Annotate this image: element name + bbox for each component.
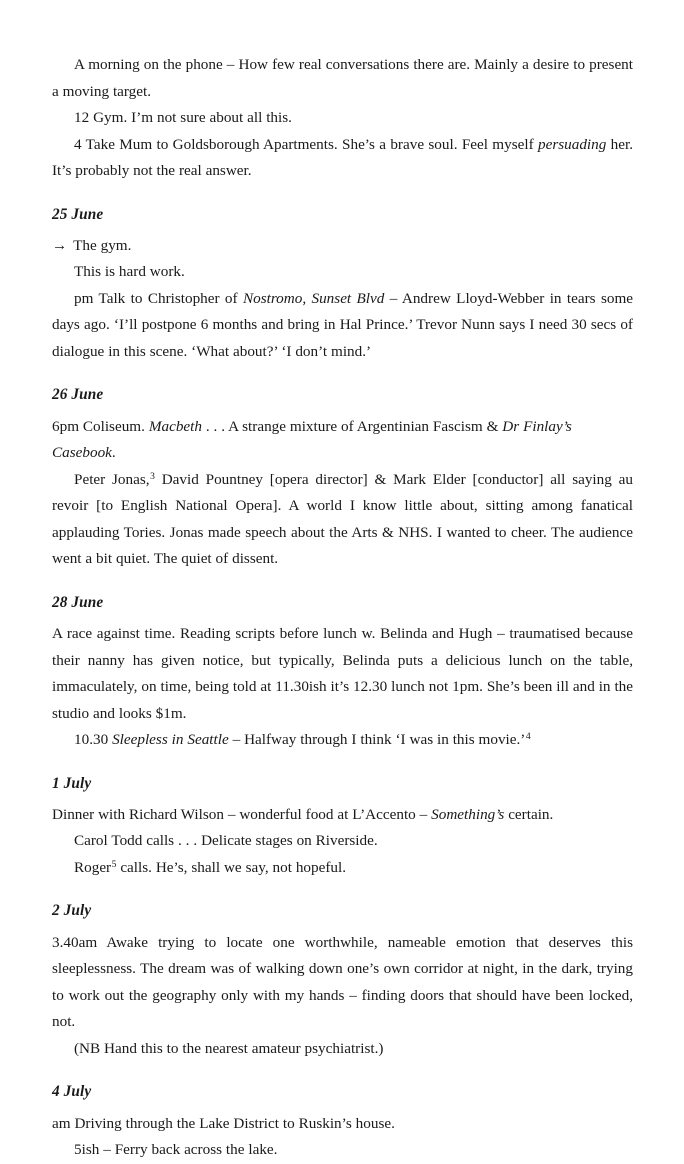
date-heading: 1 July <box>52 774 92 792</box>
text-run: 12 Gym. I’m not sure about all this. <box>74 109 292 126</box>
italic-title: Something’s <box>431 805 505 823</box>
section-spacer <box>52 573 633 594</box>
paragraph <box>52 621 633 727</box>
paragraph <box>52 1137 633 1164</box>
date-heading: 4 July <box>52 1083 92 1101</box>
text-run: 5ish – Ferry back across the lake. <box>74 1141 278 1159</box>
section-spacer <box>52 754 633 775</box>
section-spacer <box>52 365 633 386</box>
text-run: 10.30 <box>74 731 113 749</box>
text-run: . <box>111 444 116 462</box>
paragraph <box>52 828 633 855</box>
paragraph <box>52 105 633 132</box>
text-run: pm Talk to Christopher of <box>74 289 243 307</box>
text-run: . . . A strange mixture of Argentinian Fascism & <box>201 417 503 435</box>
date-heading: 25 June <box>52 205 104 223</box>
text-run: The gym. <box>73 236 132 254</box>
italic-title: persuading <box>537 135 607 153</box>
paragraph <box>52 467 633 573</box>
paragraph <box>52 414 633 467</box>
diary-entry <box>52 52 633 185</box>
paragraph <box>52 727 633 754</box>
section-spacer <box>52 881 633 902</box>
heading-spacer <box>52 224 633 233</box>
text-run: Peter Jonas, <box>74 470 150 488</box>
diary-entry <box>52 386 633 572</box>
italic-title: Macbeth <box>148 417 202 435</box>
diary-entry <box>52 594 633 754</box>
italic-title: Dr Finlay’s Casebook <box>52 417 572 462</box>
text-run: Carol Todd calls . . . Delicate stages on Riverside. <box>74 832 378 850</box>
text-run: 4 Take Mum to Goldsborough Apartments. She’s a brave soul. Feel myself <box>74 135 538 153</box>
footnote-marker[interactable]: 4 <box>525 731 531 743</box>
diary-entry <box>52 206 633 366</box>
heading-spacer <box>52 793 633 802</box>
text-run: A race against time. Reading scripts before lunch w. Belinda and Hugh – traumatised because their nanny has given notice, but typically, Belinda puts a delicious lunch on the table, immaculately, on time, being told at 11.30ish it’s 12.30 lunch not 1pm. She’s been ill and in the studio and looks $1m. <box>52 625 633 722</box>
section-spacer <box>52 185 633 206</box>
text-run: This is hard work. <box>74 263 185 281</box>
paragraph <box>52 259 633 286</box>
footnote-marker[interactable]: 5 <box>111 858 117 870</box>
text-run: 6pm Coliseum. <box>52 417 149 435</box>
text-run: 3.40am Awake trying to locate one worthwhile, nameable emotion that deserves this sleeplessness. The dream was of walking down one’s own corridor at night, in the dark, trying to work out the geography only with my hands – finding doors that should have been locked, not. <box>52 933 633 1031</box>
right-arrow-icon: → <box>52 236 72 254</box>
paragraph <box>52 930 633 1036</box>
heading-spacer <box>52 921 633 930</box>
paragraph <box>52 1036 633 1063</box>
text-run: certain. <box>504 805 554 823</box>
paragraph <box>52 286 633 366</box>
diary-entry <box>52 902 633 1062</box>
paragraph <box>52 52 633 105</box>
paragraph <box>52 855 633 882</box>
text-run: calls. He’s, shall we say, not hopeful. <box>116 858 347 876</box>
text-run: am Driving through the Lake District to Ruskin’s house. <box>52 1114 395 1132</box>
italic-title: Nostromo, Sunset Blvd <box>242 289 385 307</box>
text-run: – Andrew Lloyd-Webber in tears some days ago. ‘I’ll postpone 6 months and bring in Hal Prince.’ Trevor Nunn says I need 30 secs of dialogue in this scene. ‘What about?’ ‘I don’t mind.’ <box>52 289 634 360</box>
footnote-marker[interactable]: 3 <box>150 470 155 482</box>
paragraph <box>52 1111 633 1138</box>
heading-spacer <box>52 612 633 621</box>
section-spacer <box>52 1062 633 1083</box>
paragraph <box>52 802 633 829</box>
paragraph <box>52 132 633 185</box>
date-heading: 28 June <box>52 593 104 611</box>
italic-title: Sleepless in Seattle <box>112 731 229 749</box>
text-run: her. It’s probably not the real answer. <box>52 135 634 179</box>
text-run: Dinner with Richard Wilson – wonderful food at L’Accento – <box>52 805 432 823</box>
heading-spacer <box>52 1102 633 1111</box>
paragraph <box>52 233 633 260</box>
text-run: A morning on the phone – How few real conversations there are. Mainly a desire to present a moving target. <box>52 56 633 100</box>
text-run: – Halfway through I think ‘I was in this movie.’ <box>228 731 526 749</box>
text-run: (NB Hand this to the nearest amateur psychiatrist.) <box>74 1039 384 1057</box>
diary-entry <box>52 775 633 882</box>
page-text-column <box>52 52 633 1164</box>
date-heading: 2 July <box>52 902 92 920</box>
heading-spacer <box>52 405 633 414</box>
text-run: David Pountney [opera director] & Mark Elder [conductor] all saying au revoir [to English National Opera]. A world I know little about, sitting among fanatical applauding Tories. Jonas made speech about the Arts & NHS. I wanted to cheer. The audience went a bit quiet. The quiet of dissent. <box>52 470 633 568</box>
date-heading: 26 June <box>52 386 104 404</box>
text-run: Roger <box>74 858 112 876</box>
diary-entry <box>52 1083 633 1163</box>
